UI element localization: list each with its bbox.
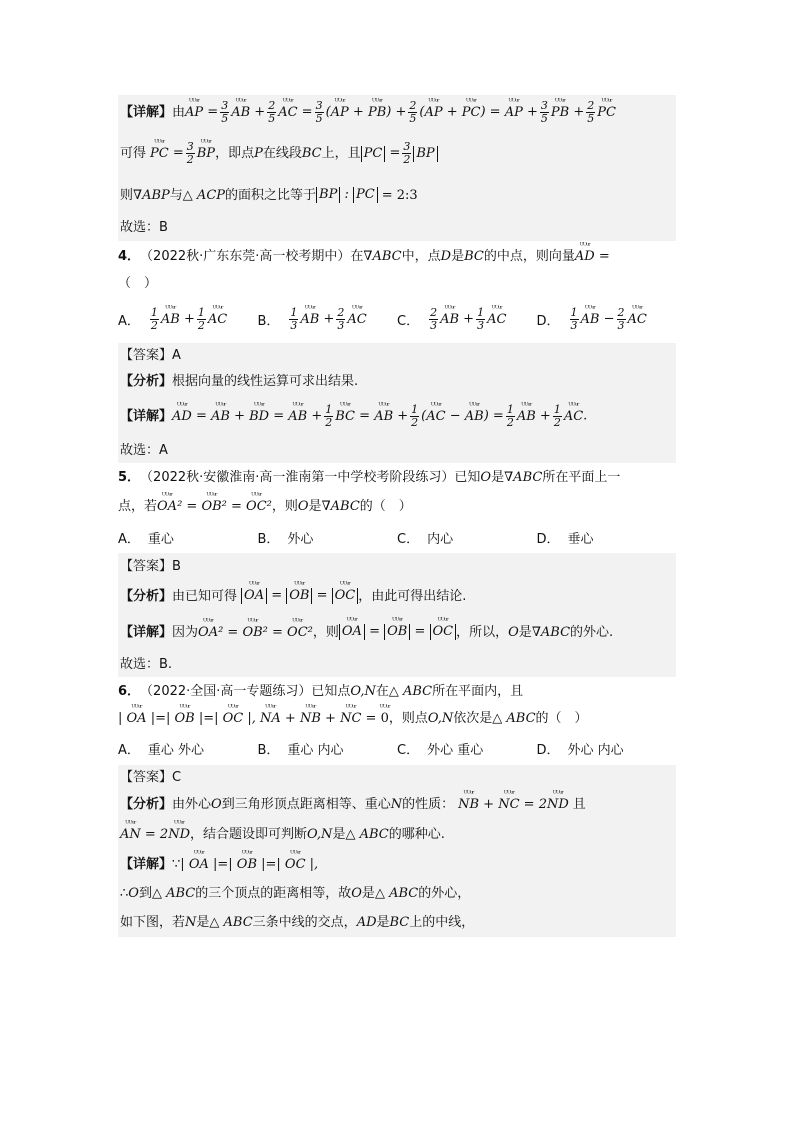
q6-detail-line-2: ∴ O 到 △ ABC 的三个顶点的距离相等，故 O 是 △ ABC 的外心， bbox=[120, 885, 471, 901]
text: 根据向量的线性运算可求出结果. bbox=[172, 373, 359, 389]
text: 则 bbox=[120, 187, 134, 203]
option-d[interactable]: D． $\frac{1}{3}$ ᵁᵁᵘʳ AB − $\frac{2}{3}$ ᵁᵁᵘʳ AC bbox=[537, 307, 677, 331]
question-number: 6． bbox=[118, 683, 141, 699]
q5-solution bbox=[118, 553, 676, 677]
text: 由已知可得 bbox=[172, 588, 238, 604]
text: D． bbox=[536, 742, 560, 758]
text: ，结合题设即可判断 bbox=[190, 826, 308, 842]
text: 的（ ） bbox=[535, 710, 588, 726]
text: 的外心. bbox=[570, 624, 614, 640]
text: 到 bbox=[138, 885, 152, 901]
text: ，则 bbox=[271, 498, 298, 514]
text: （ ） bbox=[118, 275, 158, 291]
q6-detail-line-1: 【详解】 ∵ | ᵁᵁᵘʳ OA |=| ᵁᵁᵘʳ OB |=| ᵁᵁᵘʳ OC |, bbox=[120, 849, 674, 879]
q5-choice bbox=[120, 651, 674, 677]
text: D． bbox=[536, 531, 560, 547]
question-number: 5． bbox=[118, 469, 141, 485]
text: C． bbox=[397, 742, 420, 758]
text: C． bbox=[397, 313, 420, 329]
q6-options bbox=[118, 731, 676, 765]
text: 【详解】 bbox=[120, 408, 173, 424]
text: 【答案】B bbox=[120, 558, 181, 574]
text: 因为 bbox=[172, 624, 199, 640]
text: 且 bbox=[572, 796, 586, 812]
text: 垂心 bbox=[567, 531, 594, 547]
text: 是 bbox=[376, 914, 390, 930]
text: 重心 bbox=[147, 531, 174, 547]
text: B． bbox=[257, 313, 280, 329]
text: 点，若 bbox=[118, 498, 158, 514]
q6-detail-line-3: 如下图，若 N 是 △ ABC 三条中线的交点， AD 是 BC 上的中线， bbox=[120, 914, 475, 930]
text: 中，点 bbox=[401, 248, 441, 264]
text: 的中点，则向量 bbox=[483, 248, 575, 264]
text: 【答案】A bbox=[120, 347, 181, 363]
option-c[interactable]: C． $\frac{2}{3}$ ᵁᵁᵘʳ AB + $\frac{1}{3}$ ᵁᵁᵘʳ AC bbox=[397, 307, 537, 331]
q5-answer bbox=[120, 553, 674, 579]
text: 已知 bbox=[454, 469, 481, 485]
text: 所在平面内，且 bbox=[432, 683, 524, 699]
option-b[interactable] bbox=[258, 528, 398, 547]
q4-stem-line-1: 4． （2022秋·广东东莞·高一校考期中） 在 ∇ABC 中，点 D 是 BC 的中点，则向量 ᵁᵁᵘʳ AD = bbox=[118, 241, 676, 271]
option-a[interactable]: A． $\frac{1}{2}$ ᵁᵁᵘʳ AB + $\frac{1}{2}$ ᵁᵁᵘʳ AC bbox=[118, 307, 258, 331]
prev-detail-block bbox=[118, 95, 676, 241]
text: ，则点 bbox=[388, 710, 428, 726]
text: 故选：B bbox=[120, 219, 168, 235]
q6-answer bbox=[120, 765, 674, 789]
formula: ᵁᵁᵘʳ PC = $\frac{3}{2}$ ᵁᵁᵘʳ BP bbox=[150, 141, 215, 165]
q4-solution bbox=[118, 343, 676, 463]
q6-stem-line-1: 6． （2022·全国·高一专题练习） 已知点 O,N 在 △ ABC 所在平面内，且 bbox=[118, 683, 524, 699]
text: 是 bbox=[361, 885, 375, 901]
document-page bbox=[118, 95, 676, 937]
text: ，则 bbox=[312, 624, 339, 640]
prev-choice bbox=[120, 213, 674, 241]
q5-analysis: 【分析】 由已知可得 ᵁᵁᵘʳ OA = ᵁᵁᵘʳ OB = ᵁᵁᵘʳ OC ，由此可得出结论. bbox=[120, 579, 674, 613]
text: 在 bbox=[350, 248, 364, 264]
text: 【分析】 bbox=[120, 796, 173, 812]
question-5 bbox=[118, 463, 676, 677]
q4-detail: 【详解】 ᵁᵁᵘʳ AD = ᵁᵁᵘʳ AB + ᵁᵁᵘʳ BD = ᵁᵁᵘʳ AB + $\frac{1}{2}$ ᵁᵁᵘʳ BC = ᵁᵁᵘʳ AB + $\frac{1}{2}$ (ᵁᵁᵘʳ AC − ᵁᵁᵘʳ AB) = $\frac{1}{2}$ ᵁᵁᵘʳ AB + $\frac{1}{2}$ ᵁᵁᵘʳ AC. bbox=[120, 395, 674, 437]
text: 所在平面上一 bbox=[542, 469, 621, 485]
text: A． bbox=[118, 742, 140, 758]
text: 在线段 bbox=[262, 145, 302, 161]
q6-stem-line-2: | ᵁᵁᵘʳ OA |=| ᵁᵁᵘʳ OB |=| ᵁᵁᵘʳ OC |, ᵁᵁᵘʳ NA + ᵁᵁᵘʳ NB + ᵁᵁᵘʳ NC = ᵁᵁᵘʳ 0 ，则点 O,N 依次是 △ ABC 的（ ） bbox=[118, 705, 676, 731]
text: 是 bbox=[518, 624, 532, 640]
q4-choice bbox=[120, 437, 674, 463]
q6-solution bbox=[118, 765, 676, 937]
text: 外心 bbox=[287, 531, 314, 547]
text: 上，且 bbox=[321, 145, 361, 161]
text: 【详解】 bbox=[120, 624, 173, 640]
q5-stem-line-2: 点，若 ᵁᵁᵘʳ OA² = ᵁᵁᵘʳ OB² = ᵁᵁᵘʳ OC² ，则 O 是 ∇ABC 的（ ） bbox=[118, 491, 676, 521]
q5-detail: 【详解】 因为 ᵁᵁᵘʳ OA² = ᵁᵁᵘʳ OB² = ᵁᵁᵘʳ OC² ，则 ᵁᵁᵘʳ OA = ᵁᵁᵘʳ OB = ᵁᵁᵘʳ OC ，所以， O 是 ∇ABC 的外心. bbox=[120, 613, 674, 651]
text: = 2:3 bbox=[381, 187, 418, 203]
text: 与 bbox=[169, 187, 183, 203]
text: ，即点 bbox=[215, 145, 255, 161]
q5-stem-line-1: 5． （2022秋·安徽淮南·高一淮南第一中学校考阶段练习） 已知 O 是 ∇ABC 所在平面上一 bbox=[118, 469, 621, 485]
text: 是 bbox=[451, 248, 465, 264]
text: 外心 重心 bbox=[427, 742, 484, 758]
option-b[interactable] bbox=[258, 739, 398, 758]
text: 的性质： bbox=[402, 796, 455, 812]
text: 如下图，若 bbox=[120, 914, 186, 930]
text: 在 bbox=[375, 683, 389, 699]
option-a[interactable] bbox=[118, 528, 258, 547]
text: 内心 bbox=[427, 531, 454, 547]
text: 【分析】 bbox=[120, 588, 173, 604]
question-source: （2022·全国·高一专题练习） bbox=[140, 683, 312, 699]
text: B． bbox=[257, 531, 280, 547]
text: 【答案】C bbox=[120, 769, 182, 785]
text: 的三个顶点的距离相等，故 bbox=[195, 885, 352, 901]
text: 由外心 bbox=[172, 796, 212, 812]
text: 的哪种心. bbox=[388, 826, 445, 842]
text: ，由此可得出结论. bbox=[358, 588, 467, 604]
text: 【详解】 bbox=[120, 856, 173, 872]
question-source: （2022秋·广东东莞·高一校考期中） bbox=[140, 248, 351, 264]
option-d[interactable] bbox=[537, 739, 677, 758]
text: 的（ ） bbox=[359, 498, 412, 514]
text: 故选：A bbox=[120, 442, 168, 458]
text: 重心 外心 bbox=[147, 742, 205, 758]
text: 【分析】 bbox=[120, 373, 173, 389]
text: A． bbox=[118, 313, 140, 329]
text: 到三角形顶点距离相等、重心 bbox=[221, 796, 391, 812]
question-4 bbox=[118, 241, 676, 463]
text: 外心 内心 bbox=[567, 742, 624, 758]
text: 的面积之比等于 bbox=[225, 187, 317, 203]
text: 是 bbox=[196, 914, 210, 930]
option-b[interactable]: B． $\frac{1}{3}$ ᵁᵁᵘʳ AB + $\frac{2}{3}$ ᵁᵁᵘʳ AC bbox=[258, 307, 398, 331]
formula: ᵁᵁᵘʳ AP = $\frac{3}{5}$ ᵁᵁᵘʳ AB + $\frac{2}{5}$ ᵁᵁᵘʳ AC = $\frac{3}{5}$ (ᵁᵁᵘʳ AP + ᵁᵁᵘʳ PB) + $\frac{2}{5}$ (ᵁᵁᵘʳ AP + ᵁᵁᵘʳ PC) = ᵁᵁᵘʳ AP + $\frac{3}{5}$ ᵁᵁᵘʳ PB + $\frac{2}{5}$ ᵁᵁᵘʳ PC bbox=[185, 100, 616, 124]
text: 依次是 bbox=[453, 710, 493, 726]
text: 是 bbox=[308, 498, 322, 514]
option-d[interactable] bbox=[537, 528, 677, 547]
prev-detail-line-1 bbox=[120, 95, 674, 129]
q4-stem-line-2 bbox=[118, 271, 676, 295]
option-a[interactable] bbox=[118, 739, 258, 758]
text: 已知点 bbox=[311, 683, 351, 699]
prev-detail-line-2: 可得 ᵁᵁᵘʳ PC = $\frac{3}{2}$ ᵁᵁᵘʳ BP ，即点 P 在线段 BC 上，且 PC = $\frac{3}{2}$ BP bbox=[120, 129, 674, 177]
q5-options bbox=[118, 521, 676, 553]
text: 是 bbox=[332, 826, 346, 842]
q4-answer bbox=[120, 343, 674, 367]
text: 故选：B. bbox=[120, 656, 173, 672]
text: 重心 内心 bbox=[287, 742, 344, 758]
text: 三条中线的交点， bbox=[252, 914, 357, 930]
text: 是 bbox=[491, 469, 505, 485]
q6-analysis-line-1: 【分析】 由外心 O 到三角形顶点距离相等、重心 N 的性质： ᵁᵁᵘʳ NB + ᵁᵁᵘʳ NC = 2ᵁᵁᵘʳ ND 且 bbox=[120, 789, 674, 819]
q4-options bbox=[118, 295, 676, 343]
q6-analysis-line-2: ᵁᵁᵘʳ AN = 2ᵁᵁᵘʳ ND ，结合题设即可判断 O,N 是 △ ABC 的哪种心. bbox=[120, 819, 674, 849]
text: B． bbox=[257, 742, 280, 758]
text: ∴ bbox=[120, 885, 129, 901]
question-number: 4． bbox=[118, 248, 141, 264]
detail-tag: 【详解】 bbox=[120, 104, 173, 120]
option-c[interactable] bbox=[397, 528, 537, 547]
text: 可得 bbox=[120, 145, 147, 161]
question-source: （2022秋·安徽淮南·高一淮南第一中学校考阶段练习） bbox=[140, 469, 455, 485]
text: ∵ bbox=[172, 856, 181, 872]
text: A． bbox=[118, 531, 140, 547]
text: ，所以， bbox=[456, 624, 509, 640]
text: C． bbox=[397, 531, 420, 547]
question-6 bbox=[118, 677, 676, 937]
prev-detail-line-3: 则 ∇ABP 与 △ ACP 的面积之比等于 BP : PC = 2:3 bbox=[120, 186, 418, 203]
text: 由 bbox=[172, 104, 186, 120]
option-c[interactable] bbox=[397, 739, 537, 758]
q4-analysis bbox=[120, 367, 674, 395]
text: D． bbox=[536, 313, 560, 329]
text: 上的中线， bbox=[409, 914, 475, 930]
text: 的外心， bbox=[418, 885, 471, 901]
